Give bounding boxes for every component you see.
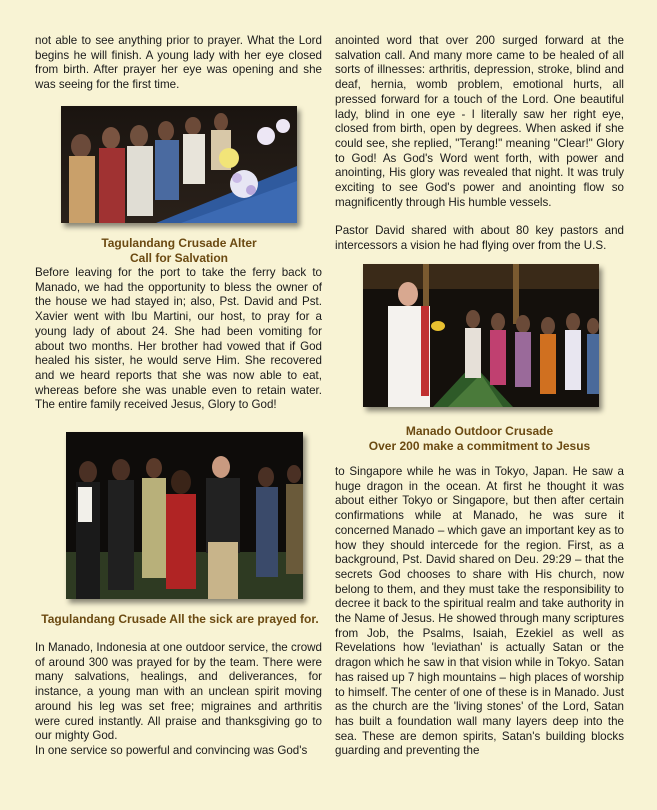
caption-line: Tagulandang Crusade All the sick are prayed for. [41, 612, 319, 626]
caption-altar-call [61, 236, 297, 265]
caption-sick-prayed-for [30, 612, 330, 627]
caption-line: Call for Salvation [129, 250, 229, 265]
paragraph: In Manado, Indonesia at one outdoor service, the crowd of around 300 was prayed for by the team. There were many salvations, healings, and deliverances, for instance, a young man with an unclean spirit moving around his leg was set free; migraines and arthritis were cured instantly. All praise and thanksgiving go to our mighty God. [35, 641, 322, 743]
column-left-bottom [35, 641, 322, 759]
caption-line: Manado Outdoor Crusade [405, 424, 554, 438]
paragraph: In one service so powerful and convincing was God's [35, 743, 308, 757]
column-left-middle [35, 266, 322, 413]
column-left [35, 34, 322, 93]
column-right-bottom [335, 465, 624, 759]
caption-line: Over 200 make a commitment to Jesus [368, 438, 591, 453]
paragraph: not able to see anything prior to prayer. What the Lord begins he will finish. A young lady with her eye closed from birth. After prayer her eye was opening and she was seeing for the first time. [35, 34, 322, 92]
paragraph: anointed word that over 200 surged forward at the salvation call. And many more came to be healed of all sorts of illnesses: arthritis, depression, stroke, blind and deaf, hernia, womb problem, emotional hurts, all pressed forward for a touch of the Lord. One beautiful lady, blind in one eye - I literally saw her right eye, closed from birth, open by degrees. When asked if she could see, she replied, "Terang!" meaning "Clear!" Glory to God! As God's Word went forth, with power and anointing, His glory was revealed that night. It was truly exciting to see God's power and anointing flow so magnificently through His humble vessels. [335, 34, 624, 209]
caption-line: Tagulandang Crusade Alter [101, 236, 257, 250]
paragraph: Pastor David shared with about 80 key pastors and intercessors a vision he had flying over from the U.S. [335, 224, 624, 253]
photo-outdoor-crusade [363, 264, 599, 407]
column-right [335, 34, 624, 254]
photo-altar-call [61, 106, 297, 223]
caption-outdoor-crusade [335, 424, 624, 453]
paragraph: to Singapore while he was in Tokyo, Japan. He saw a huge dragon in the ocean. At first he thought it was about either Tokyo or Singapore, but then after certain confirmations while at Manado, he was sure it concerned Manado – which gave an important key as to how they should intercede for the region. First, as a background, Pst. David shared on Deu. 29:29 – that the secrets God chooses to share with His church, now belong to them, and they must take the responsibility to decree it back to the spiritual realm and take authority in the Name of Jesus. He showed through many scriptures from Job, the Psalms, Isaiah, Ezekiel as well as Revelations how 'leviathan' is actually Satan or the dragon which he saw in that vision while in Tokyo. Satan has raised up 7 high mountains – high places of worship to himself. The center of one of these is in Manado. Just as the church are the 'living stones' of the Lord, Satan has built a foundation wall many layers deep into the sea. These are demon spirits, Satan's building blocks guarding and preventing the [335, 465, 624, 758]
paragraph: Before leaving for the port to take the ferry back to Manado, we had the opportunity to bless the owner of the house we had stayed in; also, Pst. David and Pst. Xavier went with Ibu Martini, our host, to pray for a young lady of about 24. She had been vomiting for about two months. Her brother had vowed that if God healed his sister, he would serve Him. She recovered and we heard reports that she was now able to eat, whereas before she was unable even to retain water. The entire family received Jesus, Glory to God! [35, 266, 322, 412]
photo-sick-prayed-for [66, 432, 303, 599]
